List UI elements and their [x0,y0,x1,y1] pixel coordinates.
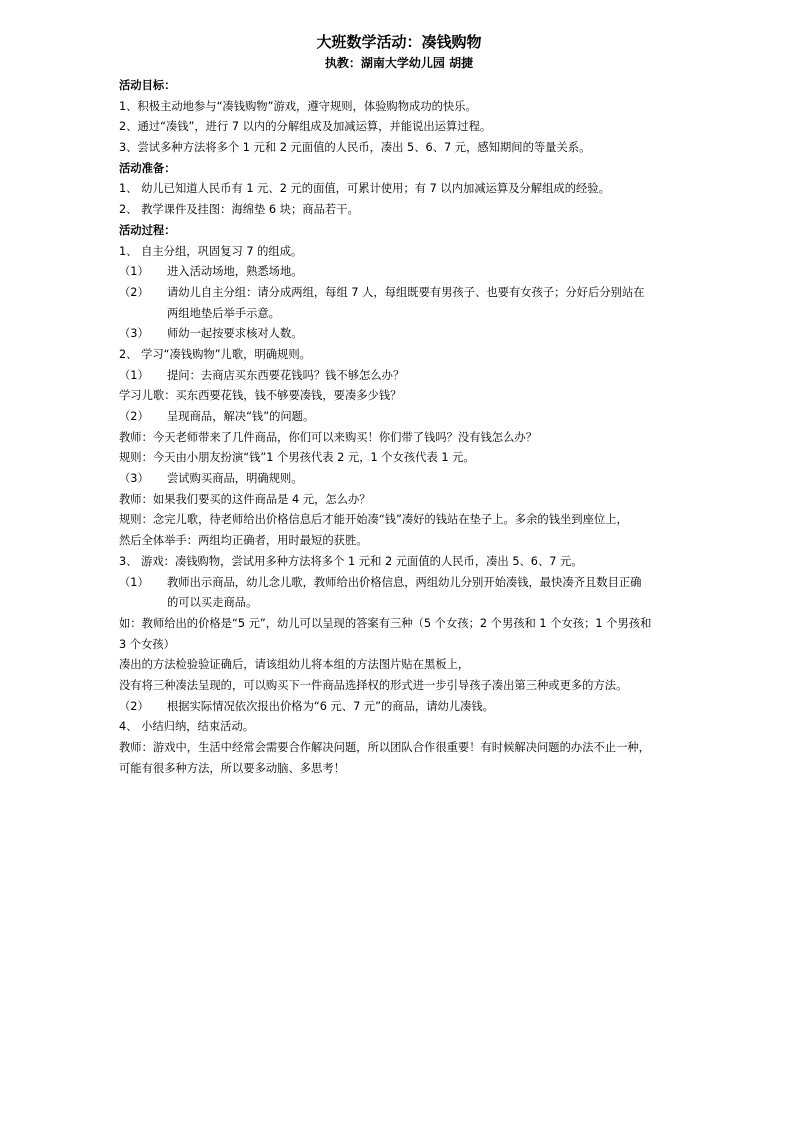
text-line [119,304,679,325]
item-number: （2） [119,410,149,423]
text-line [119,366,679,387]
item-number: （3） [119,327,149,341]
line-text: 3、尝试多种方法将多个 1 元和 2 元面值的人民币，凑出 5、6、7 元，感知期间的等量关系。 [119,141,591,155]
text-line [119,614,679,635]
line-text: 活动目标： [119,79,176,92]
text-line [119,759,679,780]
text-line [119,117,679,138]
line-text: 2、通过“凑钱”，进行 7 以内的分解组成及加减运算，并能说出运算过程。 [119,120,492,134]
line-text: 学习儿歌：买东西要花钱，钱不够要凑钱，要凑多少钱？ [119,389,402,403]
line-text: 凑出的方法检验验证确后，请该组幼儿将本组的方法图片贴在黑板上， [119,658,470,672]
item-number: （1） [119,265,149,279]
text-line [119,676,679,697]
section-heading [119,221,679,242]
text-line [119,469,679,490]
line-text: 如：教师给出的价格是“5 元”，幼儿可以呈现的答案有三种（5 个女孩；2 个男孩和 1 个女孩；1 个男孩和 [119,616,652,630]
line-text: 提问：去商店买东西要花钱吗？钱不够怎么办？ [167,368,405,382]
text-line [119,510,679,531]
line-text: 呈现商品，解决“钱”的问题。 [167,410,315,423]
document-body [119,76,679,779]
text-line [119,573,679,594]
text-line [119,97,679,118]
text-line [119,635,679,656]
section-heading [119,76,679,97]
document-title: 大班数学活动：凑钱购物 [316,33,482,51]
text-line [119,324,679,345]
text-line [119,428,679,449]
text-line [119,242,679,263]
line-text: 教师：今天老师带来了几件商品，你们可以来购买！你们带了钱吗？没有钱怎么办？ [119,430,537,444]
line-text: 根据实际情况依次报出价格为“6 元、7 元”的商品，请幼儿凑钱。 [167,699,494,713]
line-text: 教师：游戏中，生活中经常会需要合作解决问题，所以团队合作很重要！有时候解决问题的办法不止一种， [119,741,650,754]
item-number: （2） [119,699,149,713]
line-text: 规则：今天由小朋友扮演“钱”1 个男孩代表 2 元，1 个女孩代表 1 元。 [119,451,475,465]
line-text: 没有将三种凑法呈现的，可以购买下一件商品选择权的形式进一步引导孩子凑出第三种或更多的方法。 [119,678,628,692]
text-line [119,448,679,469]
line-text: 1、 自主分组，巩固复习 7 的组成。 [119,244,303,258]
text-line [119,593,679,614]
line-text: 3、 游戏：凑钱购物，尝试用多种方法将多个 1 元和 2 元面值的人民币，凑出 5、6、7 元。 [119,554,583,568]
text-line [119,138,679,159]
text-line [119,345,679,366]
line-text: 2、 教学课件及挂图：海绵垫 6 块；商品若干。 [119,203,359,217]
text-line [119,386,679,407]
line-text: 1、 幼儿已知道人民币有 1 元、2 元的面值，可累计使用；有 7 以内加减运算及分解组成的经验。 [119,182,610,196]
line-text: 师幼一起按要求核对人数。 [167,327,303,341]
text-line [119,552,679,573]
line-text: 然后全体举手：两组均正确者，用时最短的获胜。 [119,534,368,548]
text-line [119,283,679,304]
text-line [119,738,679,759]
line-text: 活动准备： [119,161,176,175]
text-line [119,262,679,283]
line-text: 的可以买走商品。 [167,596,258,610]
item-number: （3） [119,472,149,486]
document-subtitle: 执教：湖南大学幼儿园 胡捷 [324,56,474,70]
item-number: （1） [119,575,149,589]
line-text: 2、 学习“凑钱购物”儿歌，明确规则。 [119,347,311,361]
item-number: （2） [119,285,149,299]
item-number: （1） [119,368,149,382]
line-text: 活动过程： [119,223,176,237]
text-line [119,531,679,552]
section-heading [119,159,679,180]
text-line [119,717,679,738]
line-text: 可能有很多种方法，所以要多动脑、多思考！ [119,761,345,775]
line-text: 请幼儿自主分组：请分成两组，每组 7 人，每组既要有男孩子、也要有女孩子；分好后分别站在 [167,285,645,299]
line-text: 进入活动场地，熟悉场地。 [167,265,303,279]
text-line [119,179,679,200]
text-line [119,200,679,221]
line-text: 3 个女孩） [119,637,175,651]
text-line [119,655,679,676]
line-text: 规则：念完儿歌，待老师给出价格信息后才能开始凑“钱”凑好的钱站在垫子上。多余的钱坐到座位上， [119,513,628,527]
line-text: 尝试购买商品，明确规则。 [167,472,303,486]
line-text: 教师：如果我们要买的这件商品是 4 元，怎么办？ [119,492,371,506]
text-line [119,490,679,511]
line-text: 1、积极主动地参与“凑钱购物”游戏，遵守规则，体验购物成功的快乐。 [119,99,477,113]
line-text: 两组地垫后举手示意。 [167,306,280,320]
text-line [119,407,679,428]
line-text: 教师出示商品，幼儿念儿歌，教师给出价格信息，两组幼儿分别开始凑钱，最快凑齐且数目正确 [167,575,642,589]
line-text: 4、 小结归纳，结束活动。 [119,720,255,734]
text-line [119,697,679,718]
